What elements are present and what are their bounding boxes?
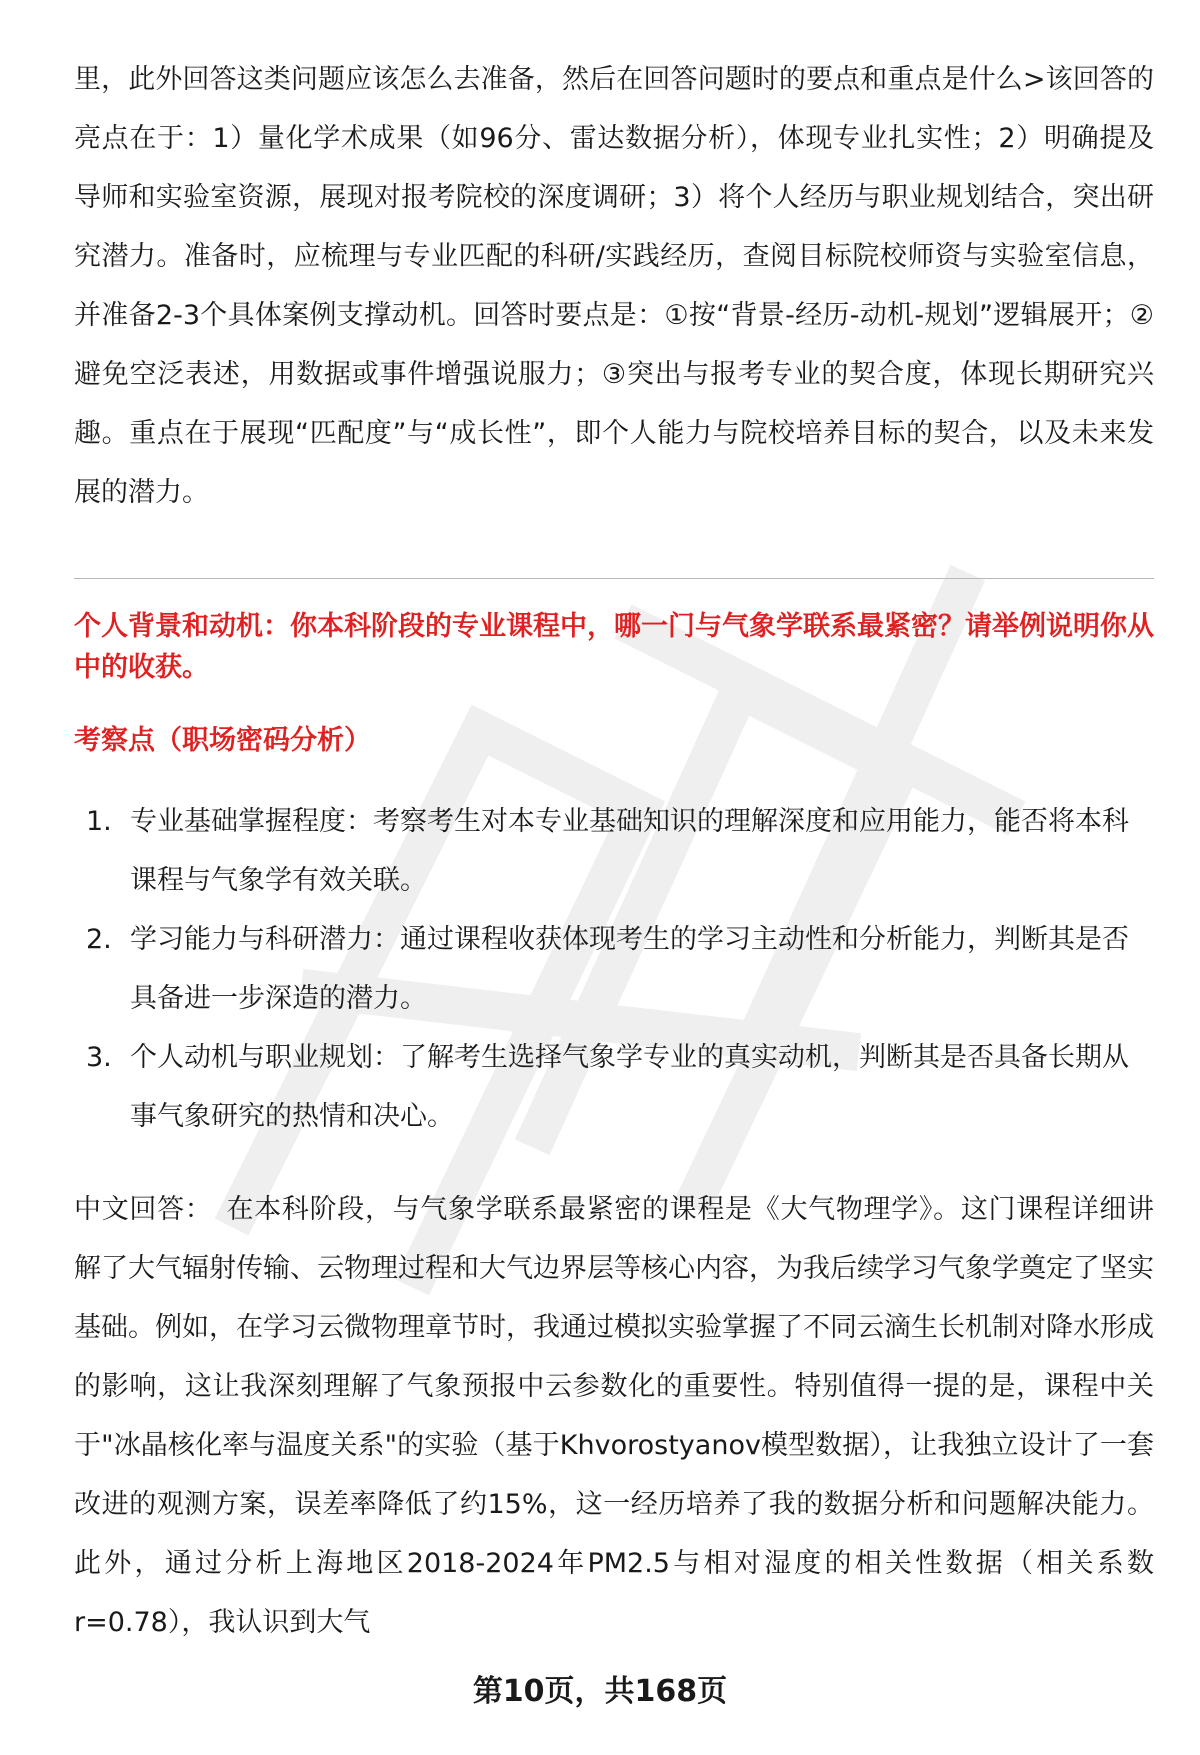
answer-text: 在本科阶段，与气象学联系最紧密的课程是《大气物理学》。这门课程详细讲解了大气辐射传输、云物理过程和大气边界层等核心内容，为我后续学习气象学奠定了坚实基础。例如，在学习云微物理章节时，我通过模拟实验掌握了不同云滴生长机制对降水形成的影响，这让我深刻理解了气象预报中云参数化的重要性。特别值得一提的是，课程中关于"冰晶核化率与温度关系"的实验（基于Khvorostyanov模型数据），让我独立设计了一套改进的观测方案，误差率降低了约15%，这一经历培养了我的数据分析和问题解决能力。此外，通过分析上海地区2018-2024年PM2.5与相对湿度的相关性数据（相关系数r=0.78），我认识到大气 [74, 1194, 1155, 1638]
assessment-heading: 考察点（职场密码分析） [74, 725, 371, 756]
answer-label: 中文回答： [74, 1194, 213, 1225]
assessment-point [74, 910, 1154, 1028]
point-text: 学习能力与科研潜力：通过课程收获体现考生的学习主动性和分析能力，判断其是否具备进一步深造的潜力。 [130, 924, 1129, 1014]
assessment-point [74, 792, 1154, 910]
point-text: 个人动机与职业规划：了解考生选择气象学专业的真实动机，判断其是否具备长期从事气象研究的热情和决心。 [130, 1042, 1129, 1132]
chinese-answer [74, 1180, 1154, 1652]
point-number: 3. [86, 1042, 112, 1073]
point-number: 1. [86, 806, 112, 837]
assessment-point [74, 1028, 1154, 1146]
assessment-points-list [74, 792, 1154, 1146]
previous-answer-text: 里，此外回答这类问题应该怎么去准备，然后在回答问题时的要点和重点是什么>该回答的亮点在于：1）量化学术成果（如96分、雷达数据分析），体现专业扎实性；2）明确提及导师和实验室资源，展现对报考院校的深度调研；3）将个人经历与职业规划结合，突出研究潜力。准备时，应梳理与专业匹配的科研/实践经历，查阅目标院校师资与实验室信息，并准备2-3个具体案例支撑动机。回答时要点是：①按“背景-经历-动机-规划”逻辑展开；②避免空泛表述，用数据或事件增强说服力；③突出与报考专业的契合度，体现长期研究兴趣。重点在于展现“匹配度”与“成长性”，即个人能力与院校培养目标的契合，以及未来发展的潜力。 [74, 64, 1154, 508]
point-number: 2. [86, 924, 112, 955]
interview-question: 个人背景和动机：你本科阶段的专业课程中，哪一门与气象学联系最紧密？请举例说明你从中的收获。 [74, 611, 1154, 683]
page-content [74, 50, 1154, 522]
page-number: 第10页，共168页 [472, 1674, 728, 1709]
point-text: 专业基础掌握程度：考察考生对本专业基础知识的理解深度和应用能力，能否将本科课程与气象学有效关联。 [130, 806, 1129, 896]
section-divider [74, 578, 1154, 579]
